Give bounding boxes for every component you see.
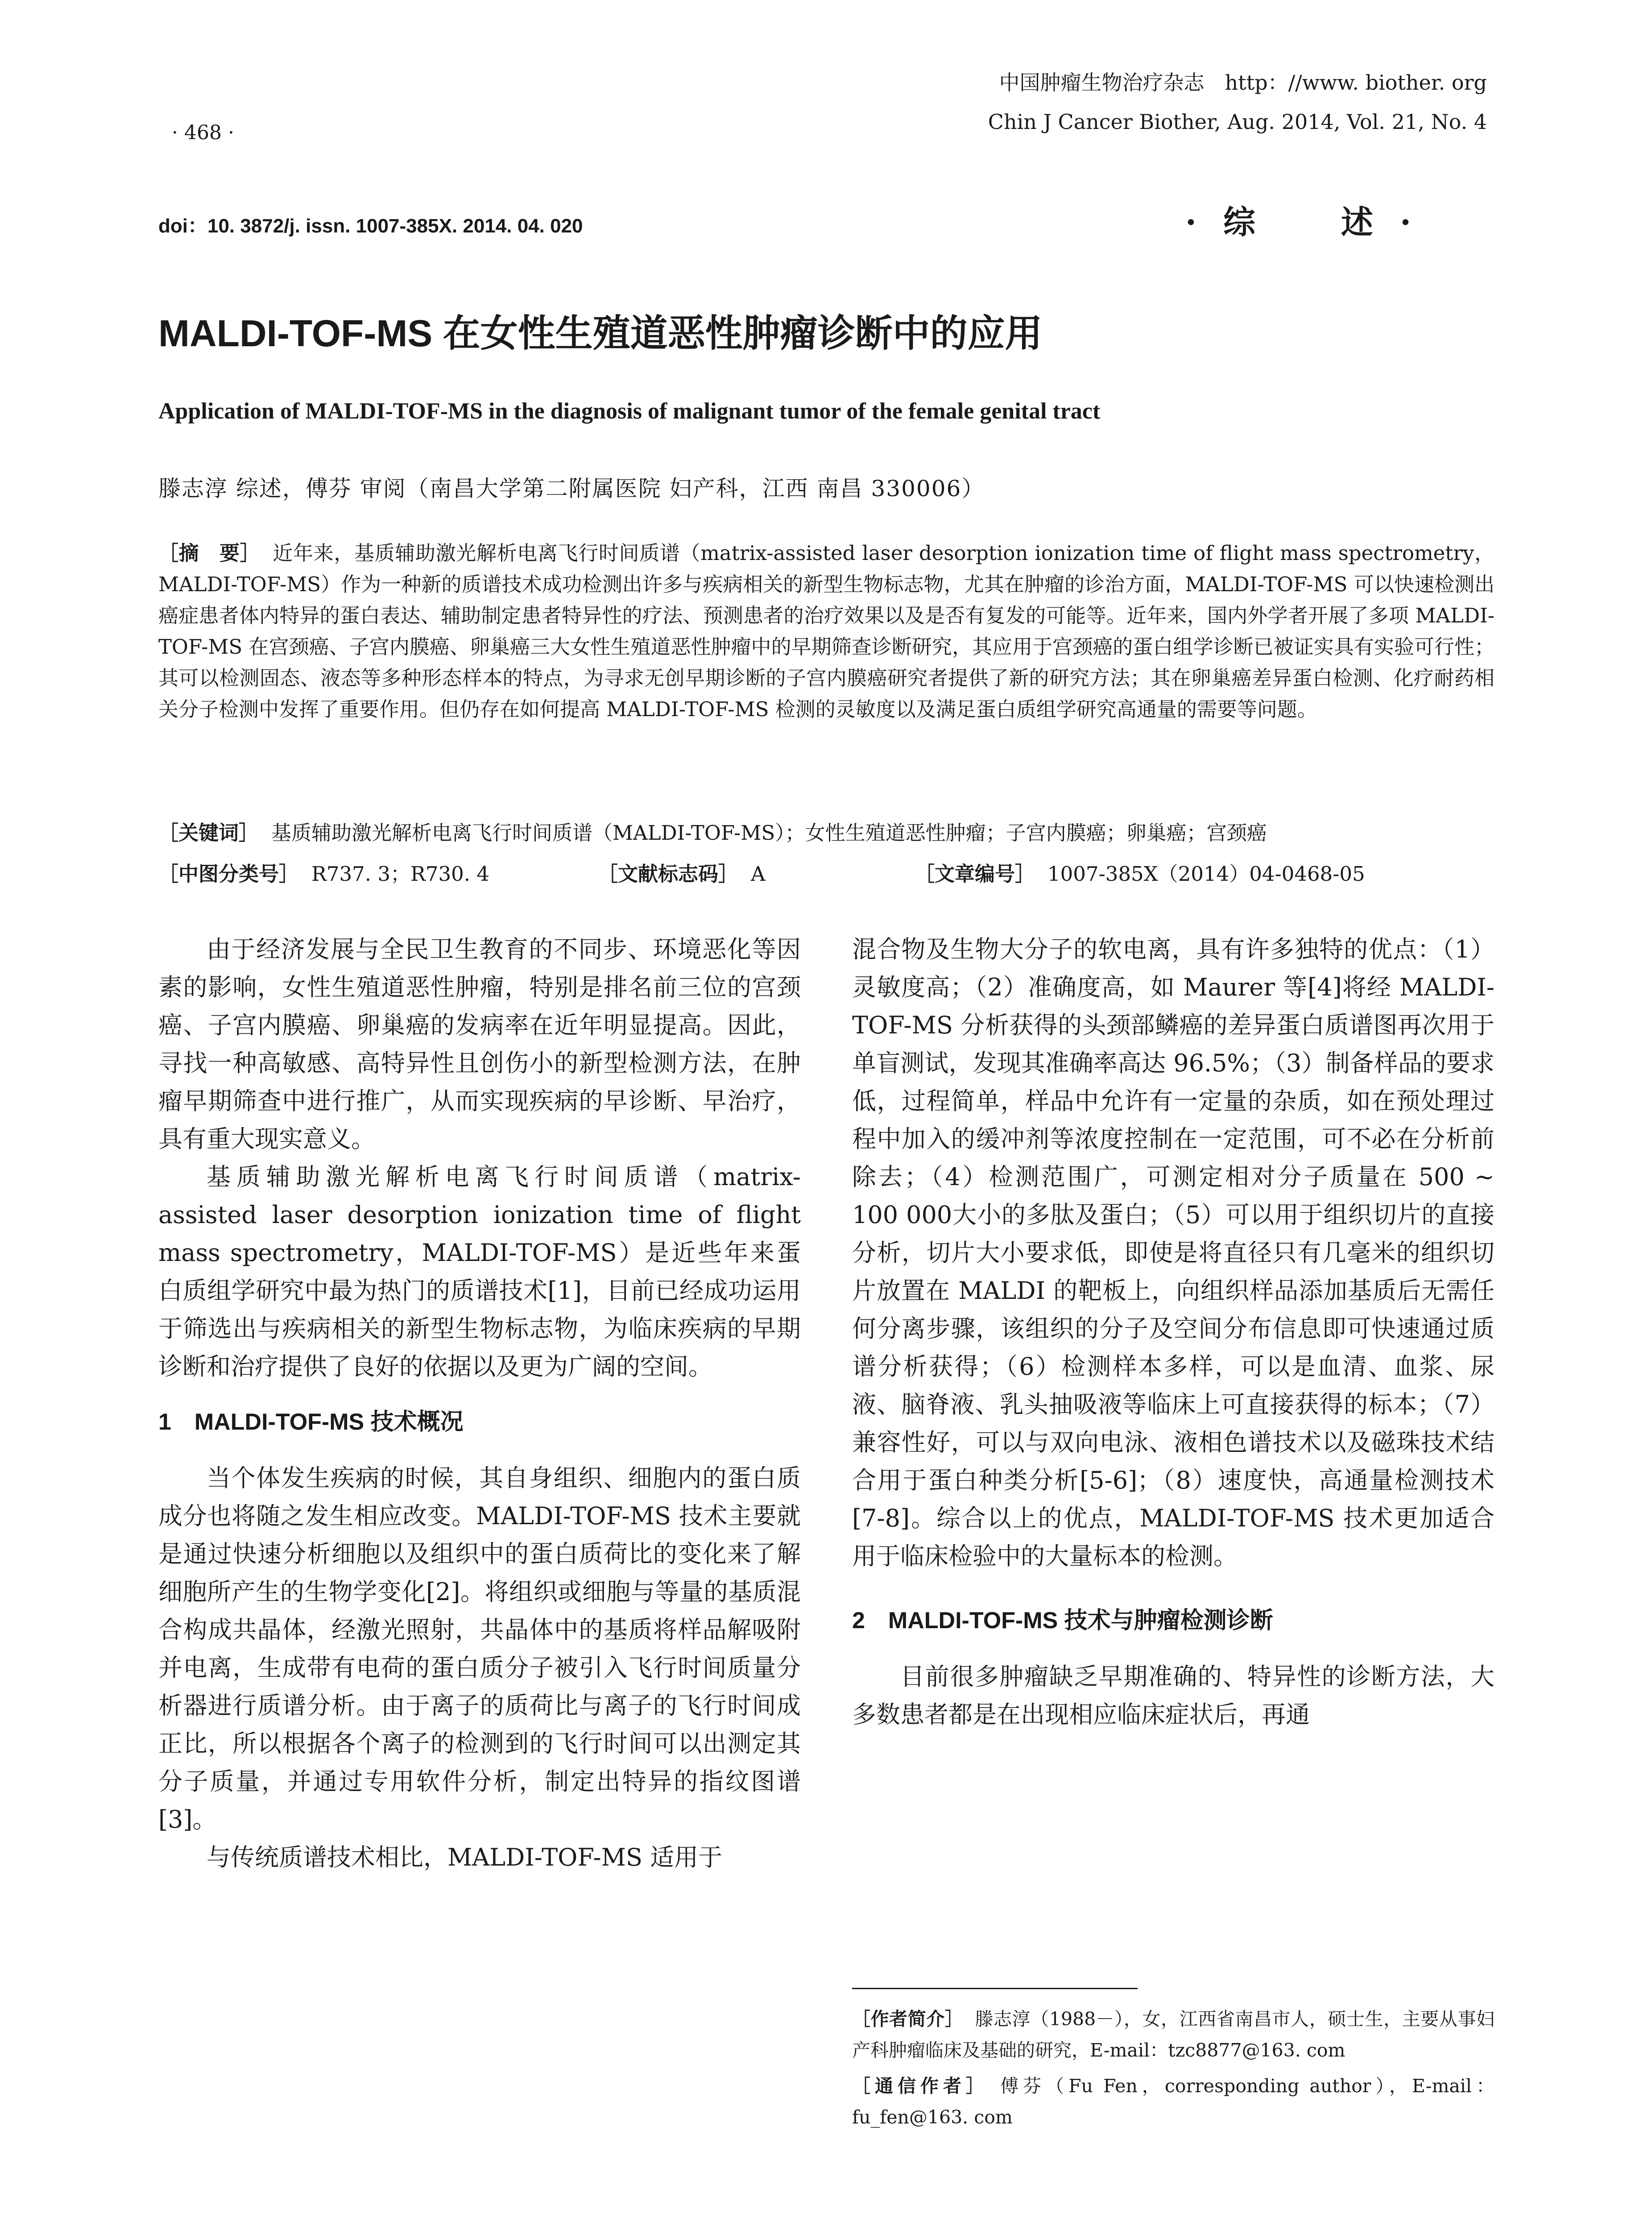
- article-no-label: ［文章编号］: [915, 863, 1035, 885]
- clc-value: R737. 3；R730. 4: [311, 862, 490, 886]
- doi: doi：10. 3872/j. issn. 1007-385X. 2014. 04. 020: [158, 215, 583, 237]
- journal-header-en: Chin J Cancer Biother, Aug. 2014, Vol. 21, No. 4: [988, 110, 1487, 134]
- author-note-label: ［作者简介］: [852, 2009, 964, 2029]
- keywords-text: 基质辅助激光解析电离飞行时间质谱（MALDI-TOF-MS）；女性生殖道恶性肿瘤；子宫内膜癌；卵巢癌；宫颈癌: [271, 821, 1267, 845]
- right-column: [852, 930, 1495, 1733]
- footnote-rule: [852, 1988, 1138, 1989]
- section-label: ·综 述·: [1185, 203, 1438, 241]
- section-heading: 2 MALDI-TOF-MS 技术与肿瘤检测诊断: [852, 1608, 1273, 1634]
- authors: 滕志淳 综述，傅芬 审阅（南昌大学第二附属医院 妇产科，江西 南昌 330006）: [158, 476, 985, 502]
- article-title-en: Application of MALDI-TOF-MS in the diagnosis of malignant tumor of the female genital tract: [158, 398, 1101, 424]
- article-title-cn: MALDI-TOF-MS 在女性生殖道恶性肿瘤诊断中的应用: [158, 312, 1043, 354]
- section-heading: 1 MALDI-TOF-MS 技术概况: [158, 1409, 464, 1435]
- correspondence-note: [852, 2070, 1495, 2133]
- article-no-value: 1007-385X（2014）04-0468-05: [1048, 862, 1365, 886]
- abstract: [158, 538, 1495, 725]
- author-note: [852, 2003, 1495, 2066]
- correspondence-text: 傅芬（Fu Fen，corresponding author），E-mail：fu_fen@163. com: [852, 2075, 1495, 2128]
- left-column: [158, 930, 801, 1876]
- abstract-text: 近年来，基质辅助激光解析电离飞行时间质谱（matrix-assisted laser desorption ionization time of flight mass spectrometry，MALDI-TOF-MS）作为一种新的质谱技术成功检测出许多与疾病相关的新型生物标志物，尤其在肿瘤的诊治方面，MALDI-TOF-MS 可以快速检测出癌症患者体内特异的蛋白表达、辅助制定患者特异性的疗法、预测患者的治疗效果以及是否有复发的可能等。近年来，国内外学者开展了多项 MALDI-TOF-MS 在宫颈癌、子宫内膜癌、卵巢癌三大女性生殖道恶性肿瘤中的早期筛查诊断研究，其应用于宫颈癌的蛋白组学诊断已被证实具有实验可行性；其可以检测固态、液态等多种形态样本的特点，为寻求无创早期诊断的子宫内膜癌研究者提供了新的研究方法；其在卵巢癌差异蛋白检测、化疗耐药相关分子检测中发挥了重要作用。但仍存在如何提高 MALDI-TOF-MS 检测的灵敏度以及满足蛋白质组学研究高通量的需要等问题。: [158, 541, 1495, 721]
- journal-header-cn: 中国肿瘤生物治疗杂志 http：//www. biother. org: [999, 70, 1487, 95]
- author-note-text: 滕志淳（1988－），女，江西省南昌市人，硕士生，主要从事妇产科肿瘤临床及基础的研究，E-mail：tzc8877@163. com: [852, 2008, 1495, 2061]
- page-number: · 468 ·: [172, 121, 234, 144]
- paragraph: 与传统质谱技术相比，MALDI-TOF-MS 适用于: [207, 1843, 723, 1871]
- paragraph: 目前很多肿瘤缺乏早期准确的、特异性的诊断方法，大多数患者都是在出现相应临床症状后，再通: [852, 1663, 1495, 1729]
- abstract-label: ［摘 要］: [158, 542, 261, 564]
- paragraph: 由于经济发展与全民卫生教育的不同步、环境恶化等因素的影响，女性生殖道恶性肿瘤，特别是排名前三位的宫颈癌、子宫内膜癌、卵巢癌的发病率在近年明显提高。因此，寻找一种高敏感、高特异性且创伤小的新型检测方法，在肿瘤早期筛查中进行推广，从而实现疾病的早诊断、早治疗，具有重大现实意义。: [158, 935, 801, 1153]
- doc-code-label: ［文献标志码］: [598, 863, 739, 885]
- paragraph: 混合物及生物大分子的软电离，具有许多独特的优点：（1）灵敏度高；（2）准确度高，如 Maurer 等[4]将经 MALDI-TOF-MS 分析获得的头颈部鳞癌的差异蛋白质谱图再次用于单盲测试，发现其准确率高达 96.5%；（3）制备样品的要求低，过程简单，样品中允许有一定量的杂质，如在预处理过程中加入的缓冲剂等浓度控制在一定范围，可不必在分析前除去；（4）检测范围广，可测定相对分子质量在 500 ~ 100 000大小的多肽及蛋白；（5）可以用于组织切片的直接分析，切片大小要求低，即使是将直径只有几毫米的组织切片放置在 MALDI 的靶板上，向组织样品添加基质后无需任何分离步骤，该组织的分子及空间分布信息即可快速通过质谱分析获得；（6）检测样本多样，可以是血清、血浆、尿液、脑脊液、乳头抽吸液等临床上可直接获得的标本；（7）兼容性好，可以与双向电泳、液相色谱技术以及磁珠技术结合用于蛋白种类分析[5-6]；（8）速度快，高通量检测技术[7-8]。综合以上的优点，MALDI-TOF-MS 技术更加适合用于临床检验中的大量标本的检测。: [852, 935, 1495, 1570]
- keywords-label: ［关键词］: [158, 821, 259, 844]
- paragraph: 当个体发生疾病的时候，其自身组织、细胞内的蛋白质成分也将随之发生相应改变。MALDI-TOF-MS 技术主要就是通过快速分析细胞以及组织中的蛋白质荷比的变化来了解细胞所产生的生物学变化[2]。将组织或细胞与等量的基质混合构成共晶体，经激光照射，共晶体中的基质将样品解吸附并电离，生成带有电荷的蛋白质分子被引入飞行时间质量分析器进行质谱分析。由于离子的质荷比与离子的飞行时间成正比，所以根据各个离子的检测到的飞行时间可以出测定其分子质量，并通过专用软件分析，制定出特异的指纹图谱[3]。: [158, 1464, 801, 1833]
- classification-row: [158, 858, 1495, 887]
- paragraph: 基质辅助激光解析电离飞行时间质谱（matrix-assisted laser desorption ionization time of flight mass spectrometry，MALDI-TOF-MS）是近些年来蛋白质组学研究中最为热门的质谱技术[1]，目前已经成功运用于筛选出与疾病相关的新型生物标志物，为临床疾病的早期诊断和治疗提供了良好的依据以及更为广阔的空间。: [158, 1163, 801, 1381]
- correspondence-label: ［通信作者］: [852, 2076, 989, 2096]
- keywords: [158, 817, 1495, 846]
- clc-label: ［中图分类号］: [158, 863, 299, 885]
- doc-code-value: A: [751, 862, 766, 886]
